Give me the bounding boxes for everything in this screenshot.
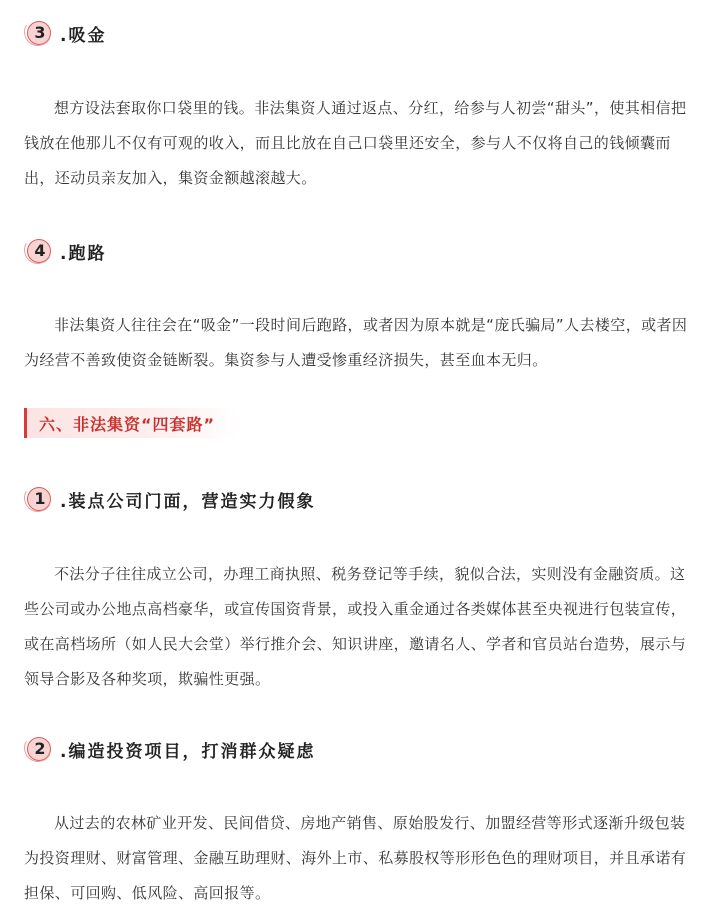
subheading-title: .吸金	[60, 25, 107, 46]
subheading-routine-1	[24, 484, 315, 514]
subheading-title: .跑路	[60, 243, 107, 264]
badge-number: 2	[34, 739, 46, 758]
number-badge	[24, 734, 54, 764]
paragraph-paolu: 非法集资人往往会在“吸金”一段时间后跑路，或者因为原本就是“庞氏骗局”人去楼空，或者因为经营不善致使资金链断裂。集资参与人遭受惨重经济损失，甚至血本无归。	[24, 316, 688, 369]
section-title	[24, 408, 237, 438]
subheading-title: .装点公司门面，营造实力假象	[60, 491, 316, 512]
paragraph-routine-1: 不法分子往往成立公司，办理工商执照、税务登记等手续，貌似合法，实则没有金融资质。这些公司或办公地点高档豪华，或宣传国资背景，或投入重金通过各类媒体甚至央视进行包装宣传，或在高档场所（如人民大会堂）举行推介会、知识讲座，邀请名人、学者和官员站台造势，展示与领导合影及各种奖项，欺骗性更强。	[24, 565, 687, 688]
subheading-xijin	[24, 18, 106, 48]
subheading-title: .编造投资项目，打消群众疑虑	[60, 741, 316, 762]
number-badge	[24, 236, 54, 266]
subheading-paolu	[24, 236, 106, 266]
subheading-routine-2	[24, 734, 315, 764]
paragraph-xijin: 想方设法套取你口袋里的钱。非法集资人通过返点、分红，给参与人初尝“甜头”，使其相信把钱放在他那儿不仅有可观的收入，而且比放在自己口袋里还安全，参与人不仅将自己的钱倾囊而出，还动员亲友加入，集资金额越滚越大。	[24, 99, 687, 187]
section-title-text: 六、非法集资“四套路”	[39, 414, 216, 434]
paragraph-routine-2: 从过去的农林矿业开发、民间借贷、房地产销售、原始股发行、加盟经营等形式逐渐升级包装为投资理财、财富管理、金融互助理财、海外上市、私募股权等形形色色的理财项目，并且承诺有担保、可回购、低风险、高回报等。	[24, 814, 687, 902]
number-badge	[24, 484, 54, 514]
badge-number: 4	[34, 241, 46, 260]
badge-number: 3	[34, 23, 46, 42]
number-badge	[24, 18, 54, 48]
badge-number: 1	[34, 489, 46, 508]
